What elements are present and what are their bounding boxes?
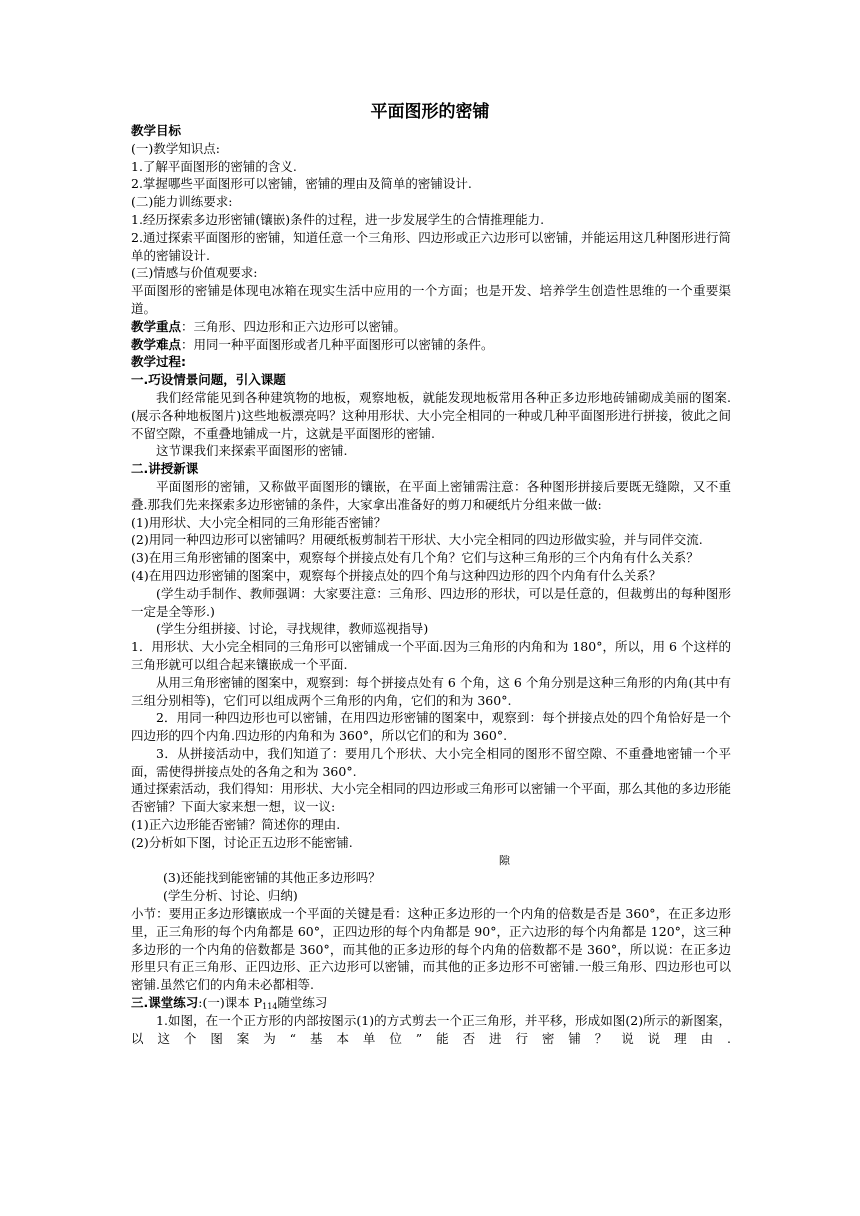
section3-heading-line [131,994,731,1012]
key-points [131,318,731,336]
key-points-text: ：三角形、四边形和正六边形可以密铺。 [181,318,407,334]
question4: (4)在用四边形密铺的图案中，观察每个拼接点处的四个角与这种四边形的四个内角有什么关系？ [131,567,662,583]
process-heading: 教学过程: [131,354,186,370]
section3-text-b: 随堂练习 [277,995,328,1011]
section1-paragraph1: 我们经常能见到各种建筑物的地板，观察地板，就能发现地板常用各种正多边形地砖铺砌成美丽的图案.(展示各种地板图片)这些地板漂亮吗？这种用形状、大小完全相同的一种或几种平面图形进行拼接，彼此之间不留空隙，不重叠地铺成一片，这就是平面图形的密铺. [131,389,731,441]
document-body [131,122,731,1047]
goal3-item1: 平面图形的密铺是体现电冰箱在现实生活中应用的一个方面；也是开发、培养学生创造性思维的一个重要渠道。 [131,283,731,316]
summary-paragraph: 小节：要用正多边形镶嵌成一个平面的关键是看：这种正多边形的一个内角的倍数是否是 360°，在正多边形里，正三角形的每个内角都是 60°，正四边形的每个内角都是 90°，正六边形的每个内角都是 120°，这三种多边形的一个内角的倍数都是 360°，而其他的正多边形的每个内角的倍数都不是 360°，所以说：在正多边形里只有正三角形、正四边形、正六边形可以密铺，而其他的正多边形不可密铺.一般三角形、四边形也可以密铺.虽然它们的内角未必都相等. [131,906,731,993]
section3-page-subscript: 114 [262,1002,278,1012]
section1-heading: 一.巧设情景问题，引入课题 [131,372,286,388]
section3-text-a: :(一)课本 P [198,995,263,1011]
goal1-heading: (一)教学知识点: [131,140,220,156]
note-students-make: (学生动手制作、教师强调：大家要注意：三角形、四边形的形状，可以是任意的，但裁剪出的每种图形一定是全等形.) [131,585,731,619]
page-title: 平面图形的密铺 [370,102,490,122]
goal2-item1: 1.经历探索多边形密铺(镶嵌)条件的过程，进一步发展学生的合情推理能力. [131,211,545,227]
goal2-heading: (二)能力训练要求: [131,194,233,210]
note-students-group: (学生分组拼接、讨论，寻找规律，教师巡视指导) [156,621,429,637]
section2-heading: 二.讲授新课 [131,461,199,477]
difficulty-label: 教学难点 [131,336,182,352]
goal1-item2: 2.掌握哪些平面图形可以密铺，密铺的理由及简单的密铺设计. [131,176,472,192]
figure-placeholder [131,852,731,870]
section-heading-goals: 教学目标 [131,123,182,138]
result1: 1．用形状、大小完全相同的三角形可以密铺成一个平面.因为三角形的内角和为 180°，所以，用 6 个这样的三角形就可以组合起来镶嵌成一个平面. [131,639,731,672]
exercise1: 1.如图，在一个正方形的内部按图示(1)的方式剪去一个正三角形，并平移，形成如图(2)所示的新图案，以这个图案为“基本单位”能否进行密铺？说说理由. [131,1012,731,1046]
section1-paragraph2: 这节课我们来探索平面图形的密铺. [156,443,348,459]
section2-paragraph1: 平面图形的密铺，又称做平面图形的镶嵌，在平面上密铺需注意：各种图形拼接后要既无缝隙，又不重叠.那我们先来探索多边形密铺的条件，大家拿出准备好的剪刀和硬纸片分组来做一做: [131,478,731,512]
problem4: (学生分析、讨论、归纳) [163,888,298,904]
goal3-heading: (三)情感与价值观要求: [131,265,258,281]
goal1-item1: 1.了解平面图形的密铺的含义. [131,158,297,174]
question2: (2)用同一种四边形可以密铺吗？用硬纸板剪制若干形状、大小完全相同的四边形做实验，并与同伴交流. [131,532,703,548]
result3: 3．从拼接活动中，我们知道了：要用几个形状、大小完全相同的图形不留空隙、不重叠地密铺一个平面，需使得拼接点处的各角之和为 360°. [131,745,731,779]
key-points-label: 教学重点 [131,318,182,334]
figure-gap-label: 隙 [499,853,510,867]
problem2: (2)分析如下图，讨论正五边形不能密铺. [131,834,353,850]
result2: 2．用同一种四边形也可以密铺，在用四边形密铺的图案中，观察到：每个拼接点处的四个角恰好是一个四边形的四个内角.四边形的内角和为 360°，所以它们的和为 360°. [131,710,731,744]
difficulty [131,336,731,354]
result4: 通过探索活动，我们得知：用形状、大小完全相同的四边形或三角形可以密铺一个平面，那么其他的多边形能否密铺？下面大家来想一想，议一议: [131,781,732,815]
difficulty-text: ：用同一种平面图形或者几种平面图形可以密铺的条件。 [181,336,494,352]
question3: (3)在用三角形密铺的图案中，观察每个拼接点处有几个角？它们与这种三角形的三个内角有什么关系？ [131,550,699,566]
result1-detail: 从用三角形密铺的图案中，观察到：每个拼接点处有 6 个角，这 6 个角分别是这种三角形的内角(其中有三组分别相等)，它们可以组成两个三角形的内角，它们的和为 360°. [131,674,731,708]
problem3: (3)还能找到能密铺的其他正多边形吗？ [163,870,381,886]
section3-heading: 三.课堂练习 [131,995,199,1011]
question1: (1)用形状、大小完全相同的三角形能否密铺？ [131,514,387,530]
goal2-item2: 2.通过探索平面图形的密铺，知道任意一个三角形、四边形或正六边形可以密铺，并能运用这几种图形进行简单的密铺设计. [131,229,731,263]
problem1: (1)正六边形能否密铺？简述你的理由. [131,817,341,833]
